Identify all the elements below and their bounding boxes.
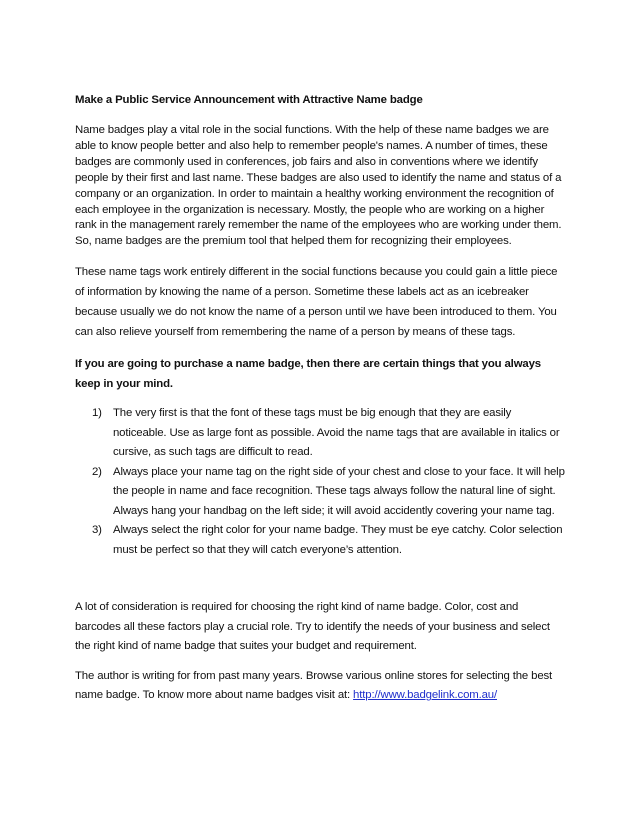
list-item-number: 2) <box>92 465 102 478</box>
intro-paragraph: Name badges play a vital role in the social functions. With the help of these name badges we are able to know people better and also help to remember people's names. A number of times, these badges are commonly used in conferences, job fairs and also in conventions where we identify people by their first and last name. These badges are also used to identify the name and status of a company or an organization. In order to maintain a healthy working environment the recognition of each employee in the organization is necessary. Mostly, the people who are working on a higher rank in the management rarely remember the name of the employees who are working under them. So, name badges are the premium tool that helped them for recognizing their employees. <box>75 124 562 248</box>
name-tags-paragraph: These name tags work entirely different in the social functions because you could gain a little piece of information by knowing the name of a person. Sometime these labels act as an icebreaker because usually we do not know the name of a person until we have been introduced to them. You can also relieve yourself from remembering the name of a person by means of these tags. <box>75 266 558 339</box>
list-item <box>75 404 565 463</box>
author-paragraph <box>75 667 565 706</box>
author-text: The author is writing for from past many years. Browse various online stores for selecting the best name badge. To know more about name badges visit at: <box>75 669 553 702</box>
list-item-text: The very first is that the font of these tags must be big enough that they are easily noticeable. Use as large font as possible. Avoid the name tags that are available in italics or cursive, as such tags are difficult to read. <box>113 407 560 459</box>
list-item <box>75 521 565 560</box>
section-spacer <box>75 560 565 598</box>
badgelink-link[interactable]: http://www.badgelink.com.au/ <box>353 689 498 702</box>
document-body <box>75 91 565 706</box>
list-item-number: 1) <box>92 407 102 420</box>
list-item <box>75 463 565 522</box>
list-item-text: Always select the right color for your name badge. They must be eye catchy. Color selection must be perfect so that they will catch everyone’s attention. <box>113 524 563 556</box>
list-item-text: Always place your name tag on the right side of your chest and close to your face. It will help the people in name and face recognition. These tags always follow the natural line of sight. Always hang your handbag on the left side; it will avoid accidently covering your name tag. <box>113 465 565 517</box>
purchase-tips-heading: If you are going to purchase a name badge, then there are certain things that you always keep in your mind. <box>75 358 541 391</box>
purchase-tips-list <box>75 404 565 560</box>
document-title: Make a Public Service Announcement with Attractive Name badge <box>75 94 423 106</box>
list-item-number: 3) <box>92 524 102 537</box>
consideration-paragraph: A lot of consideration is required for choosing the right kind of name badge. Color, cost and barcodes all these factors play a crucial role. Try to identify the needs of your business and select the right kind of name badge that suites your budget and requirement. <box>75 601 550 653</box>
